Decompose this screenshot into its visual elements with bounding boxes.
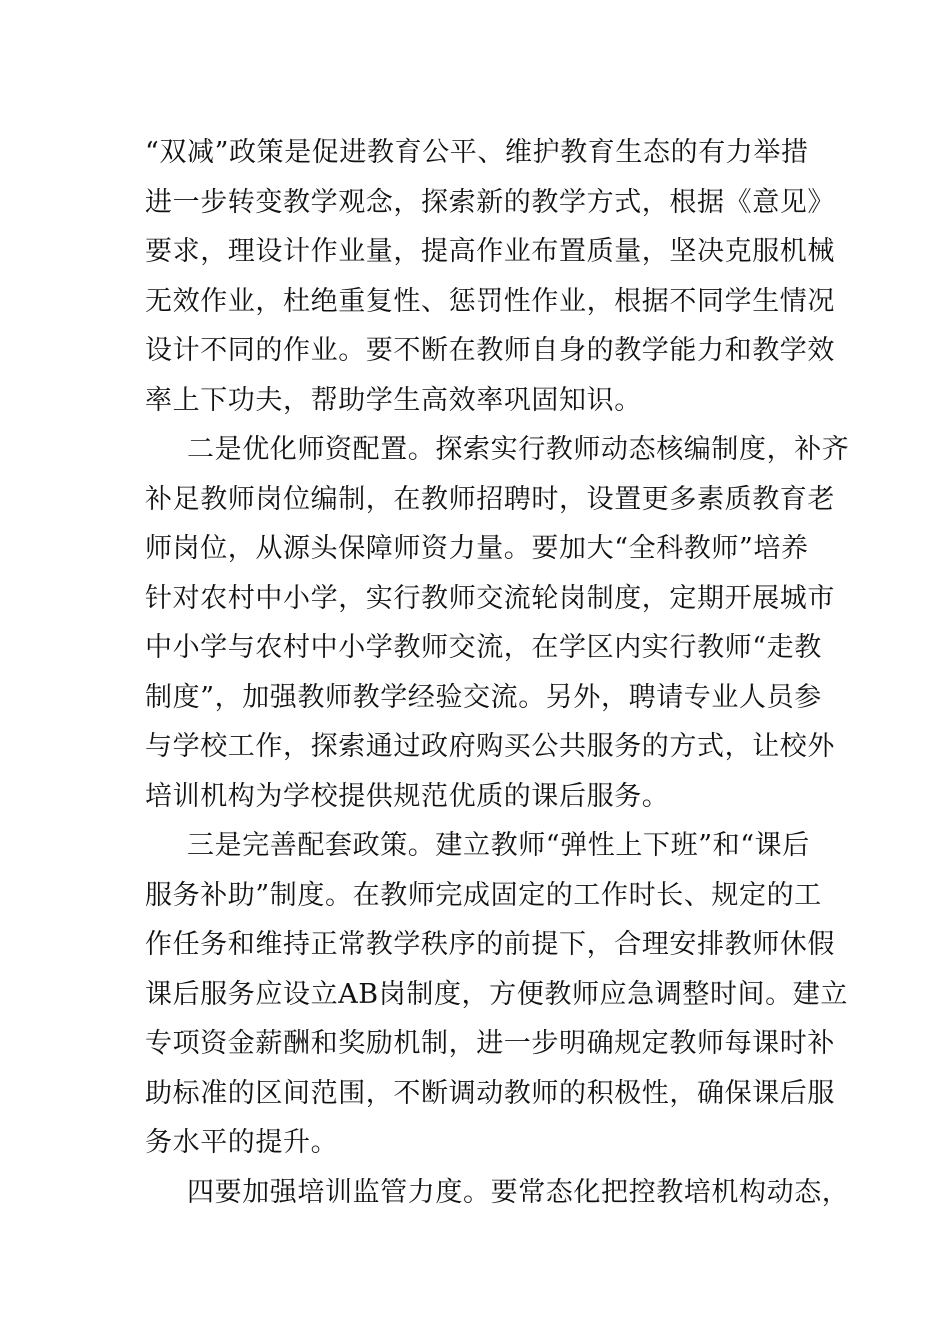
paragraph-start-line: 四要加强培训监管力度。要常态化把控教培机构动态， [187, 1176, 850, 1208]
text-line: 要求，理设计作业量，提高作业布置质量，坚决克服机械 [145, 236, 835, 267]
text-line: 制度”，加强教师教学经验交流。另外，聘请专业人员参 [145, 681, 822, 713]
paragraph-start-line: 三是完善配套政策。建立教师“弹性上下班”和“课后 [187, 830, 810, 861]
text-line: “双减”政策是促进教育公平、维护教育生态的有力举措 [145, 137, 809, 168]
text-line: 中小学与农村中小学教师交流，在学区内实行教师“走教 [145, 632, 822, 663]
paragraph-start-line: 二是优化师资配置。探索实行教师动态核编制度，补齐 [187, 434, 850, 465]
text-line: 助标准的区间范围，不断调动教师的积极性，确保课后服 [145, 1077, 835, 1109]
text-line: 与学校工作，探索通过政府购买公共服务的方式，让校外 [145, 731, 835, 762]
text-line: 设计不同的作业。要不断在教师自身的教学能力和教学效 [145, 335, 835, 366]
text-line: 进一步转变教学观念，探索新的教学方式，根据《意见》 [145, 186, 835, 218]
text-line: 无效作业，杜绝重复性、惩罚性作业，根据不同学生情况 [145, 285, 835, 317]
text-line: 率上下功夫，帮助学生高效率巩固知识。 [145, 384, 642, 416]
text-line: 作任务和维持正常教学秩序的前提下，合理安排教师休假 [145, 929, 835, 960]
text-line: 务水平的提升。 [145, 1127, 339, 1158]
text-line: 服务补助”制度。在教师完成固定的工作时长、规定的工 [145, 879, 822, 911]
text-line: 补足教师岗位编制，在教师招聘时，设置更多素质教育老 [145, 483, 835, 515]
text-line: 培训机构为学校提供规范优质的课后服务。 [145, 780, 670, 812]
text-line: 专项资金薪酬和奖励机制，进一步明确规定教师每课时补 [145, 1028, 835, 1059]
text-line: 课后服务应设立AB岗制度，方便教师应急调整时间。建立 [145, 978, 848, 1010]
text-line: 师岗位，从源头保障师资力量。要加大“全科教师”培养 [145, 533, 809, 564]
document-body [145, 128, 850, 1217]
text-line: 针对农村中小学，实行教师交流轮岗制度，定期开展城市 [145, 582, 835, 614]
